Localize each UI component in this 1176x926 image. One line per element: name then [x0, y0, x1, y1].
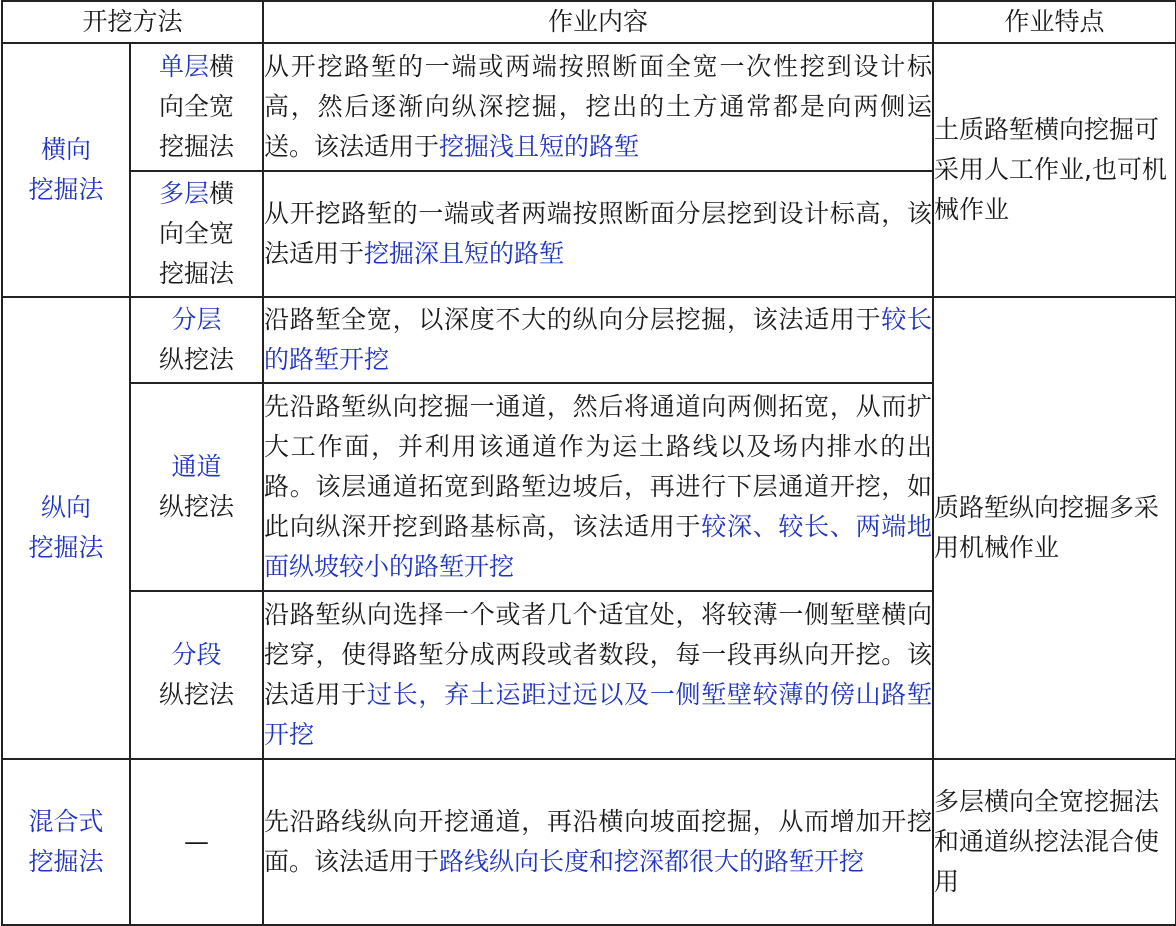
sub-method-cell: 通道 纵挖法 [130, 383, 263, 591]
sub-method-cell: 分段 纵挖法 [130, 591, 263, 759]
table-row [2, 43, 1176, 171]
method-cell: 纵向 挖掘法 [2, 297, 130, 759]
content-highlight: 挖掘深且短的路堑 [364, 239, 565, 268]
feature-cell: 土质路堑横向挖掘可采用人工作业,也可机械作业 [933, 43, 1176, 297]
sub-method-cell: 多层横 向全宽 挖掘法 [130, 171, 263, 297]
excavation-methods-table [1, 0, 1176, 926]
header-row [2, 1, 1176, 43]
sub-method-cell: 分层 纵挖法 [130, 297, 263, 383]
content-cell: 沿路堑纵向选择一个或者几个适宜处，将较薄一侧堑壁横向挖穿，使得路堑分成两段或者数段，每一段再纵向开挖。该法适用于过长，弃土运距过远以及一侧堑壁较薄的傍山路堑开挖 [263, 591, 933, 759]
method-cell: 混合式 挖掘法 [2, 759, 130, 925]
table-row [2, 297, 1176, 383]
content-highlight: 过长，弃土运距过远以及一侧堑壁较薄的傍山路堑开挖 [264, 680, 933, 749]
content-cell: 沿路堑全宽，以深度不大的纵向分层挖掘，该法适用于较长的路堑开挖 [263, 297, 933, 383]
content-cell: 先沿路线纵向开挖通道，再沿横向坡面挖掘，从而增加开挖面。该法适用于路线纵向长度和挖深都很大的路堑开挖 [263, 759, 933, 925]
feature-cell: 质路堑纵向挖掘多采用机械作业 [933, 297, 1176, 759]
content-highlight: 挖掘浅且短的路堑 [439, 132, 640, 161]
content-cell: 先沿路堑纵向挖掘一通道，然后将通道向两侧拓宽，从而扩大工作面，并利用该通道作为运土路线以及场内排水的出路。该层通道拓宽到路堑边坡后，再进行下层通道开挖，如此向纵深开挖到路基标高，该法适用于较深、较长、两端地面纵坡较小的路堑开挖 [263, 383, 933, 591]
content-cell: 从开挖路堑的一端或两端按照断面全宽一次性挖到设计标高，然后逐渐向纵深挖掘，挖出的土方通常都是向两侧运送。该法适用于挖掘浅且短的路堑 [263, 43, 933, 171]
content-cell: 从开挖路堑的一端或者两端按照断面分层挖到设计标高，该法适用于挖掘深且短的路堑 [263, 171, 933, 297]
table-row [2, 759, 1176, 925]
header-content: 作业内容 [263, 1, 933, 43]
sub-method-cell: — [130, 759, 263, 925]
sub-method-cell: 单层横 向全宽 挖掘法 [130, 43, 263, 171]
content-highlight: 较深、较长、两端地面纵坡较小的路堑开挖 [264, 512, 933, 581]
content-highlight: 较长的路堑开挖 [264, 305, 933, 374]
header-method: 开挖方法 [2, 1, 263, 43]
feature-cell: 多层横向全宽挖掘法和通道纵挖法混合使用 [933, 759, 1176, 925]
content-highlight: 路线纵向长度和挖深都很大的路堑开挖 [439, 847, 865, 876]
method-cell: 横向 挖掘法 [2, 43, 130, 297]
header-feature: 作业特点 [933, 1, 1176, 43]
